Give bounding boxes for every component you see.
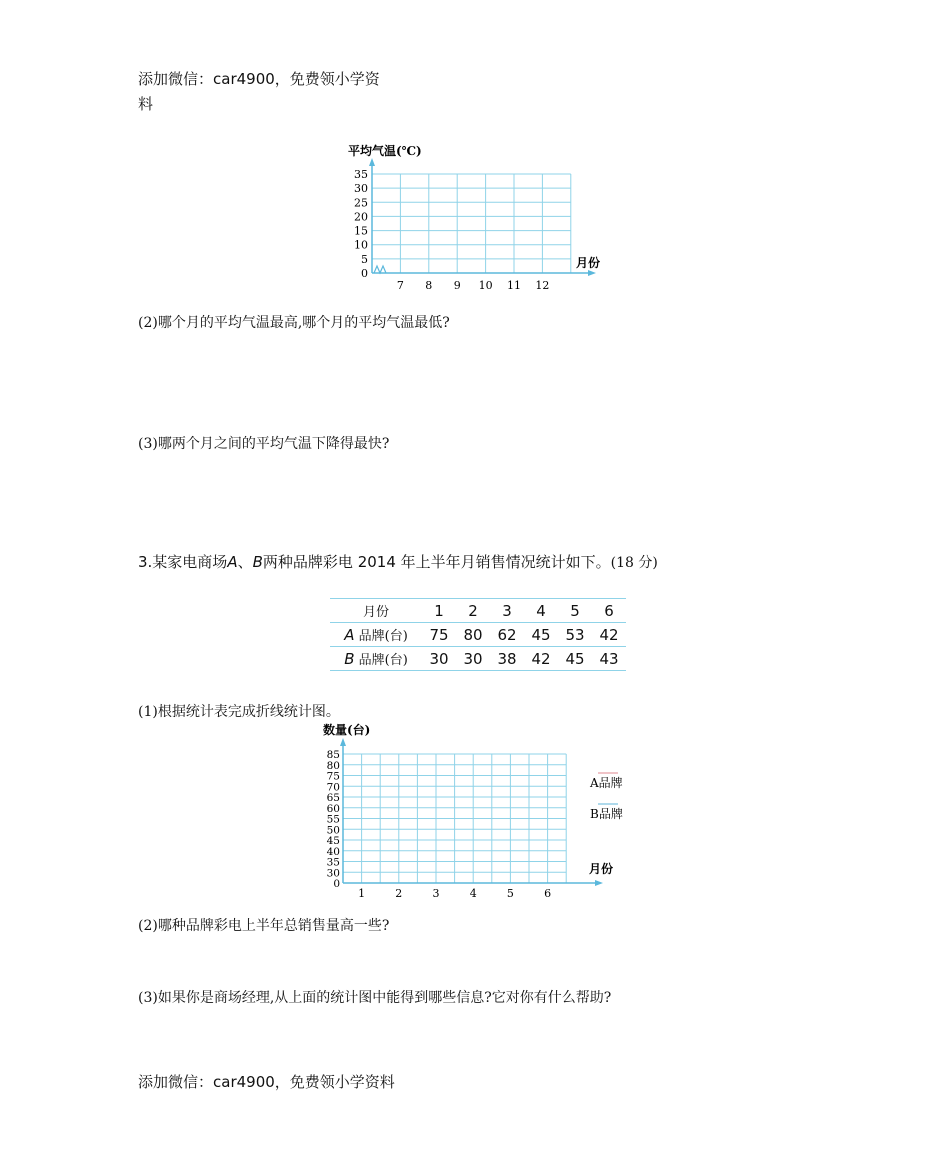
table-cell: 38 <box>490 647 524 671</box>
table-cell: 62 <box>490 623 524 647</box>
chart2-x-tick-label: 2 <box>395 887 403 900</box>
brand-a-letter: A <box>227 553 238 571</box>
table-row <box>330 623 626 647</box>
table-cell: 5 <box>558 599 592 623</box>
chart1-xlabel: 月份 <box>576 256 601 270</box>
chart1-x-ticks <box>397 279 550 292</box>
temperature-chart <box>330 140 620 295</box>
chart2-xlabel: 月份 <box>589 862 614 876</box>
chart1-y-tick-label: 30 <box>354 182 368 196</box>
problem-3-mid: 两种品牌彩电 <box>262 553 353 571</box>
chart2-y-tick-label: 30 <box>326 867 340 880</box>
chart2-y-tick-label: 50 <box>326 824 340 837</box>
table-cell: 80 <box>456 623 490 647</box>
row-a-text: 品牌(台) <box>358 629 408 644</box>
chart1-x-tick-label: 10 <box>478 279 493 292</box>
chart2-y-tick-label: 85 <box>326 749 340 761</box>
legend-a-label: A品牌 <box>590 776 623 790</box>
chart1-x-tick-label: 9 <box>453 279 461 292</box>
table-cell: 43 <box>592 647 626 671</box>
header-line-1: 添加微信：car4900，免费领小学资 <box>138 70 380 88</box>
chart2-x-arrow <box>595 880 603 886</box>
row-b-letter: B <box>344 650 355 668</box>
question-1-sales: (1)根据统计表完成折线统计图。 <box>138 704 340 720</box>
chart2-grid <box>343 754 566 883</box>
table-cell: 4 <box>524 599 558 623</box>
chart1-y-tick-label: 0 <box>361 267 368 280</box>
question-3-temperature: (3)哪两个月之间的平均气温下降得最快? <box>138 436 390 452</box>
problem-3-prefix: 3.某家电商场 <box>138 553 228 571</box>
chart2-y-tick-label: 35 <box>326 856 340 869</box>
chart1-x-tick-label: 8 <box>425 279 433 292</box>
table-cell: 1 <box>422 599 456 623</box>
problem-3-suffix: 年上半年月销售情况统计如下。 <box>400 553 611 571</box>
table-cell: 30 <box>422 647 456 671</box>
chart1-ylabel: 平均气温(℃) <box>348 144 422 158</box>
row-a-letter: A <box>344 626 355 644</box>
chart1-y-tick-label: 25 <box>354 196 368 210</box>
chart2-y-tick-label: 75 <box>326 770 340 783</box>
table-cell: 6 <box>592 599 626 623</box>
chart2-y-tick-label: 45 <box>326 835 340 847</box>
chart2-y-tick-label: 60 <box>326 802 340 815</box>
chart1-y-tick-label: 15 <box>354 224 368 238</box>
chart1-x-tick-label: 12 <box>535 279 550 292</box>
footer-line: 添加微信：car4900，免费领小学资料 <box>138 1073 395 1091</box>
table-cell: 45 <box>558 647 592 671</box>
table-cell: 45 <box>524 623 558 647</box>
row-b-label <box>330 647 422 671</box>
chart1-y-ticks <box>354 168 368 280</box>
chart1-grid <box>372 174 571 273</box>
chart1-y-tick-label: 20 <box>354 210 368 224</box>
chart1-x-tick-label: 7 <box>396 279 404 292</box>
chart1-x-arrow <box>588 270 596 276</box>
chart2-x-tick-label: 5 <box>506 887 514 900</box>
chart2-x-tick-label: 4 <box>469 887 477 900</box>
table-cell: 42 <box>524 647 558 671</box>
chart2-y-tick-label: 0 <box>333 878 340 890</box>
table-row <box>330 599 626 623</box>
chart2-ylabel: 数量(台) <box>323 723 371 737</box>
chart1-y-tick-label: 10 <box>354 238 368 252</box>
table-cell: 75 <box>422 623 456 647</box>
table-row <box>330 647 626 671</box>
header-line-2: 料 <box>138 95 154 113</box>
question-2-temperature: (2)哪个月的平均气温最高,哪个月的平均气温最低? <box>138 315 450 331</box>
chart1-y-tick-label: 35 <box>354 168 368 181</box>
chart2-x-tick-label: 6 <box>544 887 552 900</box>
chart2-y-tick-label: 70 <box>326 781 340 794</box>
table-cell: 53 <box>558 623 592 647</box>
chart2-x-tick-label: 1 <box>358 887 366 900</box>
chart1-x-tick-label: 11 <box>507 279 521 292</box>
chart1-axis-break <box>374 266 386 273</box>
chart2-y-tick-label: 80 <box>326 759 340 772</box>
chart2-y-arrow <box>340 738 346 746</box>
table-cell: 3 <box>490 599 524 623</box>
chart2-y-tick-label: 40 <box>326 845 340 858</box>
chart2-x-ticks <box>358 887 551 900</box>
table-header-label: 月份 <box>330 599 422 623</box>
chart1-y-tick-label: 5 <box>361 252 368 266</box>
row-a-label <box>330 623 422 647</box>
brand-b-letter: B <box>252 553 263 571</box>
chart2-y-tick-label: 55 <box>326 813 340 826</box>
table-cell: 42 <box>592 623 626 647</box>
problem-3-year: 2014 <box>357 553 396 571</box>
legend-b-label: B品牌 <box>590 807 623 821</box>
chart2-y-ticks <box>327 749 340 890</box>
chart2-x-tick-label: 3 <box>432 887 440 900</box>
question-3-sales: (3)如果你是商场经理,从上面的统计图中能得到哪些信息?它对你有什么帮助? <box>138 990 612 1006</box>
problem-3-score: (18 分) <box>610 555 658 571</box>
sales-chart <box>315 720 635 902</box>
table-cell: 30 <box>456 647 490 671</box>
chart1-y-arrow <box>369 158 375 166</box>
table-cell: 2 <box>456 599 490 623</box>
row-b-text: 品牌(台) <box>358 653 408 668</box>
sales-table <box>330 598 626 671</box>
problem-3-separator: 、 <box>237 553 253 571</box>
chart2-y-tick-label: 65 <box>326 792 340 804</box>
problem-3-title <box>138 550 658 575</box>
question-2-sales: (2)哪种品牌彩电上半年总销售量高一些? <box>138 918 390 934</box>
